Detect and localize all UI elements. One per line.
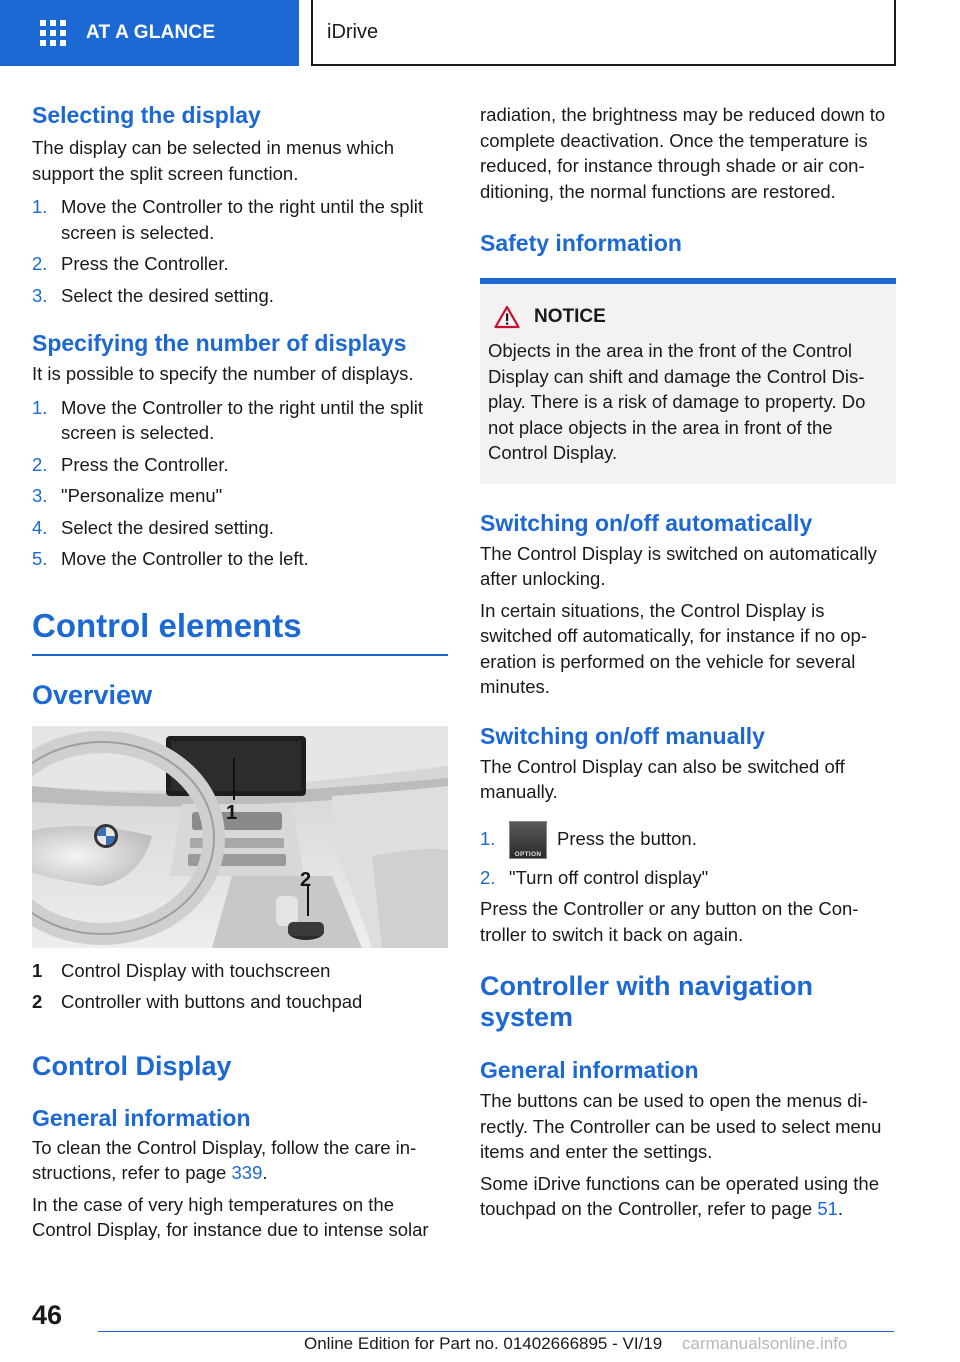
section-tab[interactable]	[0, 0, 299, 66]
footer-rule	[98, 1331, 894, 1332]
heading-control-display: Control Display	[32, 1050, 232, 1081]
controller-paragraph-1: The buttons can be used to open the menus di‐rectly. The Controller can be used to select menu items and enter the settings.	[480, 1090, 882, 1163]
page-number: 46	[32, 1300, 63, 1330]
selecting-steps	[32, 194, 448, 308]
heading-switching-automatically: Switching on/off automatically	[480, 509, 813, 536]
section-rule	[32, 654, 448, 656]
list-item: 1. Move the Controller to the right until the split screen is selected.	[32, 396, 423, 443]
list-item: 3. "Personalize menu"	[32, 485, 223, 506]
list-item: 4. Select the desired setting.	[32, 516, 274, 538]
footer-edition: Online Edition for Part no. 01402666895 - VI/19	[304, 1334, 663, 1353]
list-item: 2. Press the Controller.	[32, 253, 229, 274]
heading-selecting-display: Selecting the display	[32, 102, 261, 128]
manual-steps	[480, 819, 896, 891]
auto-paragraph-1: The Control Display is switched on automatically after unlocking.	[480, 542, 877, 589]
selecting-intro: The display can be selected in menus which support the split screen function.	[32, 137, 394, 184]
list-item: 3. Select the desired setting.	[32, 284, 274, 306]
list-item: 2. Press the Controller.	[32, 453, 229, 475]
option-button-icon: OPTION	[509, 821, 547, 859]
left-column	[32, 100, 448, 1243]
notice-header	[488, 304, 888, 330]
heading-safety-information: Safety information	[480, 230, 682, 256]
heading-specifying-displays: Specifying the number of displays	[32, 330, 407, 356]
list-item: 2. "Turn off control display"	[480, 866, 709, 888]
chapter-box	[311, 0, 896, 66]
temperature-paragraph-continued: radiation, the brightness may be reduced down to complete deactivation. Once the temperature is reduced, for instance through shade or air con‐ditioning, the normal functions are restored.	[480, 104, 886, 202]
page-link-339[interactable]: 339	[231, 1162, 263, 1183]
cleaning-paragraph: To clean the Control Display, follow the care in‐structions, refer to page 339.	[32, 1136, 417, 1183]
auto-paragraph-2: In certain situations, the Control Display is switched off automatically, for instance if no op‐eration is performed on the vehicle for several minutes.	[480, 599, 867, 697]
callout-1: 1	[226, 801, 238, 824]
list-item: 1. Move the Controller to the right until the split screen is selected.	[32, 196, 423, 243]
heading-control-elements: Control elements	[32, 606, 302, 644]
legend-row: 1 Control Display with touchscreen	[32, 959, 331, 981]
heading-controller-general-information: General information	[480, 1057, 699, 1084]
section-tab-label: AT A GLANCE	[86, 22, 216, 43]
list-item: 1. OPTION Press the button.	[480, 819, 896, 859]
dashboard-illustration	[32, 726, 448, 948]
specifying-intro: It is possible to specify the number of displays.	[32, 363, 414, 384]
grid-icon	[40, 20, 66, 46]
footer-watermark: carmanualsonline.info	[682, 1334, 848, 1353]
page-header	[0, 0, 960, 66]
temperature-paragraph: In the case of very high temperatures on the Control Display, for instance due to intense solar	[32, 1193, 429, 1240]
figure-legend	[32, 958, 448, 1015]
list-item: 5. Move the Controller to the left.	[32, 548, 309, 569]
manual-paragraph-2: Press the Controller or any button on the Con‐troller to switch it back on again.	[480, 898, 859, 945]
controller-paragraph-2: Some iDrive functions can be operated using the touchpad on the Controller, refer to page 51.	[480, 1172, 880, 1220]
heading-switching-manually: Switching on/off manually	[480, 722, 765, 749]
right-column	[480, 100, 896, 1222]
notice-text: Objects in the area in the front of the Control Display can shift and damage the Control Dis‐play. There is a risk of damage to property. Do not place objects in the area in front of the Control Display.	[488, 340, 866, 463]
warning-triangle-icon	[494, 305, 520, 329]
heading-overview: Overview	[32, 679, 153, 710]
page-link-51[interactable]: 51	[817, 1198, 838, 1220]
chapter-title: iDrive	[327, 20, 379, 43]
heading-general-information: General information	[32, 1104, 251, 1131]
notice-title: NOTICE	[534, 306, 606, 327]
dashboard-figure	[32, 726, 448, 948]
notice-box	[480, 278, 896, 484]
callout-2: 2	[300, 868, 312, 891]
specifying-steps	[32, 395, 448, 572]
manual-paragraph-1: The Control Display can also be switched off manually.	[480, 755, 845, 802]
legend-row: 2 Controller with buttons and touchpad	[32, 991, 363, 1012]
heading-controller-navigation: Controller with navigation system	[480, 971, 814, 1033]
